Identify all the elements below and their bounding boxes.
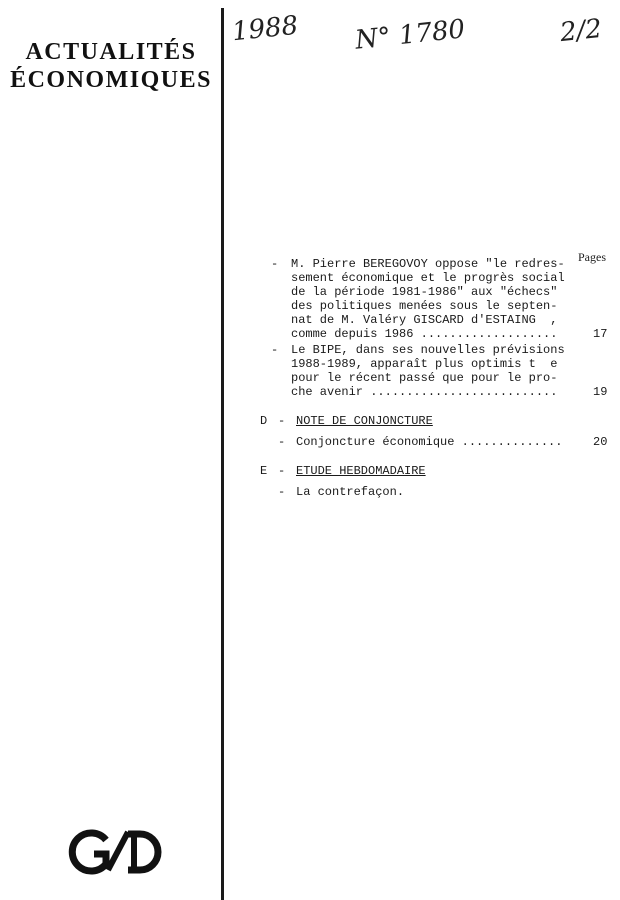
handwritten-part: 2/2	[558, 13, 604, 49]
gd-logo-icon	[62, 826, 172, 878]
pages-column-header: Pages	[578, 250, 606, 264]
section-title: NOTE DE CONJONCTURE	[296, 414, 433, 428]
section-dash: -	[278, 464, 286, 478]
section-dash: -	[278, 414, 286, 428]
entry-line: Le BIPE, dans ses nouvelles prévisions	[291, 343, 565, 357]
section-item-text: La contrefaçon.	[296, 485, 405, 499]
entry-dash: -	[271, 343, 279, 357]
entry-line: des politiques menées sous le septen-	[291, 299, 558, 313]
entry-line: sement économique et le progrès social	[291, 271, 565, 285]
entry-line: de la période 1981-1986" aux "échecs"	[291, 285, 558, 299]
section-item-page: 20	[593, 435, 608, 449]
handwritten-issue-number: N° 1780	[353, 14, 467, 56]
section-item-text: Conjoncture économique ..............	[296, 435, 563, 449]
entry-line: M. Pierre BEREGOVOY oppose "le redres-	[291, 257, 565, 271]
entry-page-number: 17	[593, 327, 608, 341]
entry-line: che avenir ..........................	[291, 385, 558, 399]
section-item-dash: -	[278, 435, 286, 449]
section-letter: D	[260, 414, 268, 428]
masthead-line-1: ACTUALITÉS	[25, 39, 197, 65]
vertical-divider	[221, 8, 224, 900]
entry-page-number: 19	[593, 385, 608, 399]
handwritten-year: 1988	[230, 10, 300, 48]
entry-dash: -	[271, 257, 279, 271]
entry-line: pour le récent passé que pour le pro-	[291, 371, 558, 385]
entry-line: 1988-1989, apparaît plus optimis t e	[291, 357, 558, 371]
section-title: ETUDE HEBDOMADAIRE	[296, 464, 426, 478]
section-item-dash: -	[278, 485, 286, 499]
entry-line: nat de M. Valéry GISCARD d'ESTAING ,	[291, 313, 558, 327]
entry-line: comme depuis 1986 ...................	[291, 327, 558, 341]
section-letter: E	[260, 464, 268, 478]
masthead-line-2: ÉCONOMIQUES	[10, 67, 212, 93]
masthead-title	[0, 38, 222, 94]
